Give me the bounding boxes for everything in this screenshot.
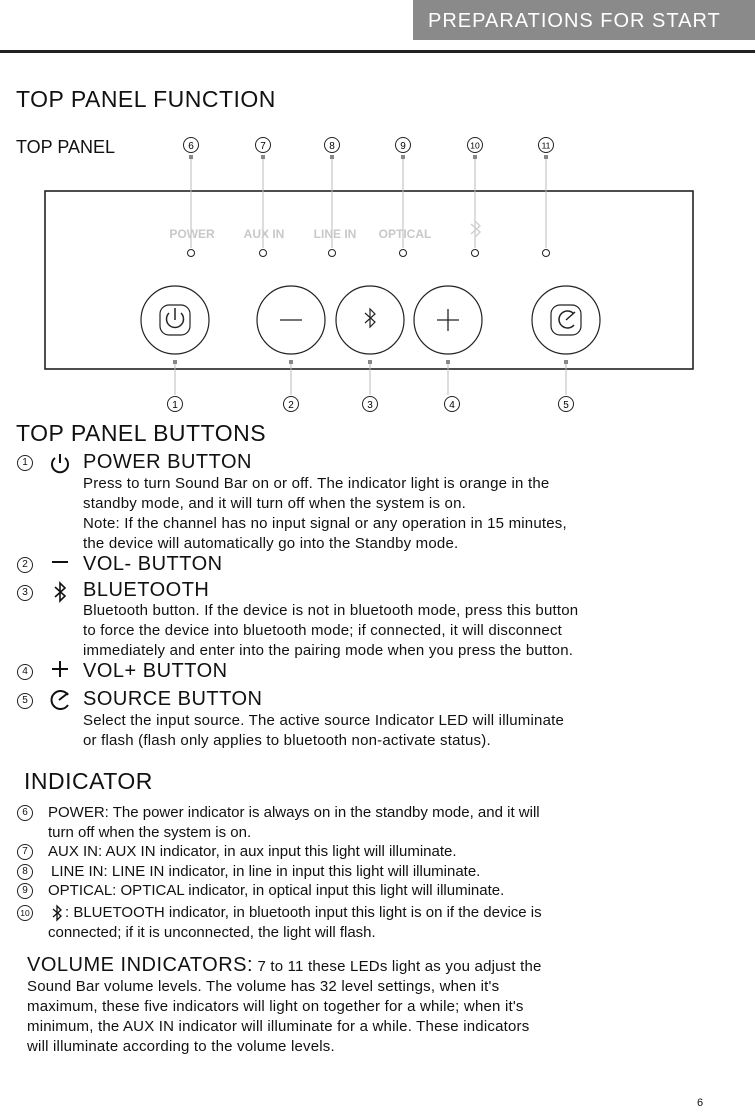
bottom-number-4 xyxy=(445,397,460,412)
power-button-title: POWER BUTTON xyxy=(83,451,252,473)
section-title: TOP PANEL FUNCTION xyxy=(16,86,276,112)
bluetooth-icon xyxy=(52,580,68,604)
led-bluetooth xyxy=(472,250,479,257)
item-number-2: 2 xyxy=(17,557,33,573)
indicator-number-10: 10 xyxy=(17,905,33,921)
indicator-line-text: LINE IN: LINE IN indicator, in line in input this light will illuminate. xyxy=(51,863,481,880)
top-number-6 xyxy=(184,138,199,153)
indicator-aux-text: AUX IN: AUX IN indicator, in aux input this light will illuminate. xyxy=(48,843,457,860)
top-number-7 xyxy=(256,138,271,153)
vol-minus-title: VOL- BUTTON xyxy=(83,553,223,575)
item-number-4: 4 xyxy=(17,664,33,680)
power-button-desc: Press to turn Sound Bar on or off. The indicator light is orange in the standby mode, and it will turn off when the system is on. Note: If the channel has no input signal or any operation in 15 minutes, the device will automatically go into the Standby mode. xyxy=(83,475,567,552)
panel-vol-plus-button xyxy=(414,286,482,354)
plus-icon xyxy=(50,659,70,679)
bluetooth-indicator-icon xyxy=(471,221,480,237)
top-number-9 xyxy=(396,138,411,153)
indicator-number-6: 6 xyxy=(17,805,33,821)
panel-vol-minus-button xyxy=(257,286,325,354)
top-panel-diagram xyxy=(0,130,755,420)
bluetooth-desc: Bluetooth button. If the device is not in bluetooth mode, press this button to force the device into bluetooth mode; if connected, it will disconnect immediately and enter into the pairing mode when you press the button. xyxy=(83,602,579,659)
indicator-label-line: LINE IN xyxy=(313,227,357,241)
indicator-label-power: POWER xyxy=(169,227,215,241)
bottom-number-5 xyxy=(559,397,574,412)
panel-bluetooth-button xyxy=(336,286,404,354)
indicator-power-text: POWER: The power indicator is always on in the standby mode, and it will turn off when the system is on. xyxy=(48,804,540,841)
indicator-number-7: 7 xyxy=(17,844,33,860)
indicator-optical-text: OPTICAL: OPTICAL indicator, in optical input this light will illuminate. xyxy=(48,882,505,899)
top-number-11 xyxy=(539,138,554,153)
power-icon xyxy=(49,452,71,474)
top-number-8 xyxy=(325,138,340,153)
bottom-number-1 xyxy=(168,397,183,412)
svg-text:2: 2 xyxy=(288,400,294,411)
indicator-section-title: INDICATOR xyxy=(24,768,153,794)
top-panel-label: TOP PANEL xyxy=(16,137,116,157)
svg-text:8: 8 xyxy=(329,141,335,152)
source-button-desc: Select the input source. The active source Indicator LED will illuminate or flash (flash only applies to bluetooth non-activate status). xyxy=(83,712,565,749)
led-aux-in xyxy=(260,250,267,257)
svg-text:10: 10 xyxy=(470,140,480,151)
vol-plus-title: VOL+ BUTTON xyxy=(83,660,228,682)
source-icon xyxy=(49,689,73,711)
bottom-number-2 xyxy=(284,397,299,412)
item-number-5: 5 xyxy=(17,693,33,709)
panel-power-button xyxy=(141,286,209,354)
page-number: 6 xyxy=(697,1097,704,1109)
led-11 xyxy=(543,250,550,257)
led-optical xyxy=(400,250,407,257)
indicator-label-aux: AUX IN xyxy=(243,227,285,241)
source-button-title: SOURCE BUTTON xyxy=(83,688,263,710)
svg-text:1: 1 xyxy=(172,400,178,411)
svg-text:9: 9 xyxy=(400,141,406,152)
panel-source-button xyxy=(532,286,600,354)
bottom-number-3 xyxy=(363,397,378,412)
svg-text:3: 3 xyxy=(367,400,373,411)
indicator-label-optical: OPTICAL xyxy=(378,227,432,241)
buttons-section-title: TOP PANEL BUTTONS xyxy=(16,420,267,446)
header-banner xyxy=(413,0,755,40)
svg-text:11: 11 xyxy=(541,140,551,151)
minus-icon xyxy=(50,556,70,568)
svg-text:4: 4 xyxy=(449,400,455,411)
indicator-number-8: 8 xyxy=(17,864,33,880)
item-number-3: 3 xyxy=(17,585,33,601)
top-number-10 xyxy=(468,138,483,153)
svg-text:7: 7 xyxy=(260,141,266,152)
header-divider xyxy=(0,50,755,53)
svg-text:6: 6 xyxy=(188,141,194,152)
volume-title: VOLUME INDICATORS: xyxy=(27,954,254,976)
indicator-bluetooth-text: : BLUETOOTH indicator, in bluetooth input this light is on if the device is connected; if it is unconnected, the light will flash. xyxy=(48,904,542,941)
led-power xyxy=(188,250,195,257)
item-number-1: 1 xyxy=(17,455,33,471)
led-line-in xyxy=(329,250,336,257)
indicator-number-9: 9 xyxy=(17,883,33,899)
svg-text:5: 5 xyxy=(563,400,569,411)
volume-paragraph: VOLUME INDICATORS: 7 to 11 these LEDs light as you adjust the Sound Bar volume levels. The volume has 32 level settings, when it's maximum, these five indicators will light on together for a while; when it's minimum, the AUX IN indicator will illuminate for a while. These indicators will illuminate according to the volume levels. xyxy=(27,954,542,1055)
bluetooth-title: BLUETOOTH xyxy=(83,579,210,601)
header-title: PREPARATIONS FOR START xyxy=(428,10,721,32)
